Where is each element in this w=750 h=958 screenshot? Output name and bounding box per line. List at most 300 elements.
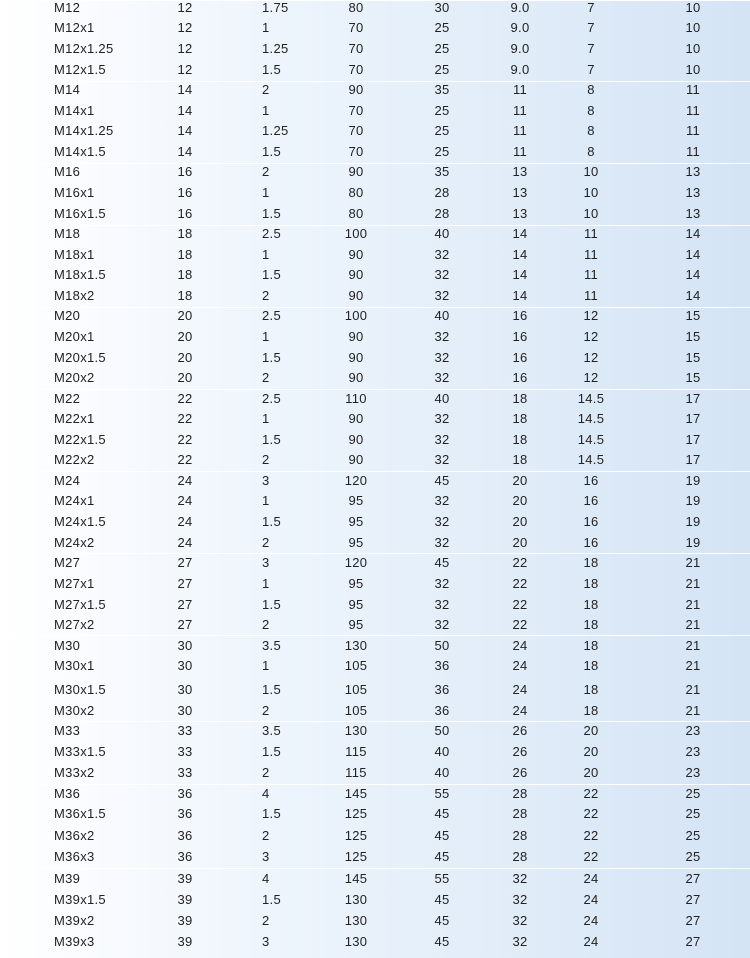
cell-nominal-diameter: 36 [177, 786, 193, 801]
cell-dimension-e: 10 [583, 185, 599, 200]
cell-nominal-diameter: 27 [177, 617, 193, 632]
cell-pitch: 1.5 [262, 62, 281, 77]
cell-dimension-f: 13 [685, 206, 701, 221]
cell-dimension-f: 17 [685, 452, 701, 467]
cell-dimension-e: 16 [583, 535, 599, 550]
cell-designation: M36x2 [54, 828, 95, 843]
cell-nominal-diameter: 24 [177, 514, 193, 529]
cell-length-l: 130 [344, 913, 368, 928]
cell-dimension-d: 11 [512, 82, 528, 97]
cell-pitch: 2 [262, 617, 270, 632]
cell-length-l: 95 [348, 493, 364, 508]
cell-nominal-diameter: 36 [177, 806, 193, 821]
cell-thread-length: 55 [434, 786, 450, 801]
cell-designation: M16x1 [54, 185, 95, 200]
cell-thread-length: 32 [434, 370, 450, 385]
cell-length-l: 90 [348, 350, 364, 365]
cell-length-l: 130 [344, 638, 368, 653]
cell-nominal-diameter: 39 [177, 892, 193, 907]
cell-dimension-d: 18 [512, 452, 528, 467]
table-row [0, 389, 750, 409]
cell-nominal-diameter: 18 [177, 226, 193, 241]
cell-nominal-diameter: 33 [177, 765, 193, 780]
cell-pitch: 2 [262, 370, 270, 385]
cell-dimension-f: 21 [685, 682, 701, 697]
table-row [0, 595, 750, 615]
cell-thread-length: 25 [434, 62, 450, 77]
cell-length-l: 80 [348, 185, 364, 200]
cell-thread-length: 32 [434, 350, 450, 365]
cell-dimension-f: 25 [685, 786, 701, 801]
table-row [0, 0, 750, 18]
cell-designation: M18x1 [54, 247, 95, 262]
cell-dimension-f: 10 [685, 62, 701, 77]
cell-dimension-d: 24 [512, 638, 528, 653]
cell-pitch: 2 [262, 288, 270, 303]
cell-nominal-diameter: 16 [177, 185, 193, 200]
cell-nominal-diameter: 27 [177, 576, 193, 591]
cell-dimension-e: 22 [583, 806, 599, 821]
table-row [0, 533, 750, 553]
cell-pitch: 3.5 [262, 638, 281, 653]
cell-dimension-e: 7 [587, 0, 595, 15]
cell-dimension-e: 7 [587, 62, 595, 77]
cell-dimension-f: 21 [685, 638, 701, 653]
cell-dimension-e: 11 [583, 288, 599, 303]
cell-thread-length: 45 [434, 806, 450, 821]
cell-pitch: 1.5 [262, 682, 281, 697]
cell-length-l: 120 [344, 555, 368, 570]
cell-designation: M36 [54, 786, 81, 801]
cell-dimension-d: 26 [512, 723, 528, 738]
cell-dimension-d: 20 [512, 514, 528, 529]
cell-thread-length: 32 [434, 411, 450, 426]
cell-designation: M22x2 [54, 452, 95, 467]
table-row [0, 804, 750, 824]
cell-dimension-f: 25 [685, 828, 701, 843]
cell-dimension-d: 16 [512, 370, 528, 385]
cell-length-l: 130 [344, 723, 368, 738]
cell-nominal-diameter: 33 [177, 723, 193, 738]
cell-nominal-diameter: 30 [177, 638, 193, 653]
cell-designation: M18 [54, 226, 81, 241]
cell-dimension-e: 8 [587, 144, 595, 159]
cell-dimension-f: 17 [685, 391, 701, 406]
cell-designation: M12x1.25 [54, 41, 114, 56]
cell-dimension-d: 18 [512, 391, 528, 406]
table-row [0, 327, 750, 347]
cell-thread-length: 45 [434, 934, 450, 949]
cell-pitch: 1 [262, 185, 270, 200]
cell-length-l: 125 [344, 828, 368, 843]
table-row [0, 491, 750, 511]
cell-dimension-d: 14 [512, 288, 528, 303]
cell-dimension-f: 11 [685, 103, 701, 118]
cell-thread-length: 36 [434, 703, 450, 718]
cell-dimension-e: 16 [583, 514, 599, 529]
cell-nominal-diameter: 27 [177, 555, 193, 570]
cell-nominal-diameter: 20 [177, 329, 193, 344]
cell-thread-length: 25 [434, 41, 450, 56]
cell-dimension-e: 18 [583, 682, 599, 697]
cell-designation: M22 [54, 391, 81, 406]
cell-dimension-e: 7 [587, 20, 595, 35]
cell-dimension-e: 16 [583, 473, 599, 488]
cell-nominal-diameter: 22 [177, 432, 193, 447]
cell-thread-length: 32 [434, 535, 450, 550]
cell-dimension-d: 11 [512, 144, 528, 159]
cell-thread-length: 55 [434, 871, 450, 886]
table-row [0, 763, 750, 783]
cell-length-l: 70 [348, 62, 364, 77]
cell-dimension-e: 20 [583, 744, 599, 759]
cell-thread-length: 32 [434, 452, 450, 467]
cell-designation: M20x1.5 [54, 350, 106, 365]
cell-nominal-diameter: 16 [177, 164, 193, 179]
cell-dimension-e: 8 [587, 82, 595, 97]
cell-designation: M27x1.5 [54, 597, 106, 612]
table-row [0, 60, 750, 80]
cell-dimension-e: 18 [583, 617, 599, 632]
cell-length-l: 110 [345, 391, 367, 406]
cell-dimension-f: 15 [685, 329, 701, 344]
cell-designation: M27x2 [54, 617, 95, 632]
cell-dimension-f: 11 [685, 123, 701, 138]
cell-dimension-f: 19 [685, 473, 701, 488]
cell-dimension-e: 10 [583, 206, 599, 221]
cell-dimension-d: 13 [512, 206, 528, 221]
cell-dimension-d: 24 [512, 703, 528, 718]
table-row [0, 183, 750, 203]
cell-dimension-d: 9.0 [510, 0, 530, 15]
cell-length-l: 130 [344, 892, 368, 907]
cell-length-l: 100 [344, 308, 368, 323]
cell-pitch: 1.5 [262, 806, 281, 821]
cell-pitch: 1 [262, 329, 270, 344]
cell-dimension-e: 11 [583, 247, 599, 262]
cell-dimension-d: 24 [512, 658, 528, 673]
table-row [0, 162, 750, 182]
cell-designation: M30x1.5 [54, 682, 106, 697]
cell-dimension-f: 15 [685, 350, 701, 365]
cell-designation: M16x1.5 [54, 206, 106, 221]
cell-designation: M16 [54, 164, 81, 179]
cell-dimension-f: 10 [685, 0, 701, 15]
cell-dimension-f: 17 [685, 411, 701, 426]
cell-dimension-e: 8 [587, 123, 595, 138]
cell-length-l: 80 [348, 206, 364, 221]
cell-thread-length: 36 [434, 682, 450, 697]
cell-nominal-diameter: 22 [177, 411, 193, 426]
table-row [0, 826, 750, 846]
cell-length-l: 70 [348, 144, 364, 159]
cell-dimension-d: 22 [512, 576, 528, 591]
cell-designation: M39x2 [54, 913, 95, 928]
cell-thread-length: 32 [434, 288, 450, 303]
table-row [0, 39, 750, 59]
cell-thread-length: 32 [434, 514, 450, 529]
cell-designation: M33 [54, 723, 81, 738]
cell-dimension-d: 20 [512, 473, 528, 488]
cell-nominal-diameter: 12 [177, 20, 193, 35]
table-row [0, 636, 750, 656]
cell-dimension-f: 19 [685, 514, 701, 529]
cell-pitch: 1.5 [262, 744, 281, 759]
cell-pitch: 1.5 [262, 597, 281, 612]
cell-dimension-f: 27 [685, 892, 701, 907]
cell-dimension-d: 18 [512, 432, 528, 447]
cell-pitch: 4 [262, 871, 270, 886]
cell-pitch: 1 [262, 658, 270, 673]
cell-dimension-e: 7 [587, 41, 595, 56]
cell-pitch: 3 [262, 473, 270, 488]
cell-nominal-diameter: 39 [177, 934, 193, 949]
cell-thread-length: 25 [434, 20, 450, 35]
cell-pitch: 1.25 [262, 123, 289, 138]
cell-length-l: 105 [344, 682, 368, 697]
cell-thread-length: 50 [434, 723, 450, 738]
cell-thread-length: 32 [434, 597, 450, 612]
cell-designation: M27 [54, 555, 81, 570]
cell-designation: M30x2 [54, 703, 95, 718]
cell-dimension-d: 20 [512, 493, 528, 508]
cell-dimension-d: 22 [512, 617, 528, 632]
cell-dimension-d: 28 [512, 828, 528, 843]
cell-length-l: 115 [345, 744, 367, 759]
cell-dimension-e: 12 [583, 308, 599, 323]
cell-pitch: 1.5 [262, 432, 281, 447]
cell-designation: M14x1 [54, 103, 95, 118]
cell-length-l: 90 [348, 452, 364, 467]
cell-thread-length: 30 [434, 0, 450, 15]
table-row [0, 721, 750, 741]
cell-designation: M39x3 [54, 934, 95, 949]
cell-length-l: 95 [348, 576, 364, 591]
cell-nominal-diameter: 33 [177, 744, 193, 759]
cell-designation: M20x1 [54, 329, 95, 344]
cell-dimension-d: 14 [512, 226, 528, 241]
cell-dimension-e: 22 [583, 849, 599, 864]
cell-nominal-diameter: 36 [177, 828, 193, 843]
cell-length-l: 125 [344, 849, 368, 864]
table-row [0, 142, 750, 162]
cell-designation: M24x2 [54, 535, 95, 550]
table-row [0, 306, 750, 326]
cell-nominal-diameter: 27 [177, 597, 193, 612]
table-row [0, 224, 750, 244]
table-row [0, 286, 750, 306]
cell-dimension-f: 11 [685, 144, 701, 159]
cell-dimension-d: 26 [512, 765, 528, 780]
table-row [0, 656, 750, 676]
cell-dimension-e: 14.5 [577, 411, 605, 426]
cell-pitch: 1 [262, 493, 270, 508]
cell-thread-length: 40 [434, 226, 450, 241]
cell-pitch: 2 [262, 828, 270, 843]
cell-length-l: 70 [348, 20, 364, 35]
cell-dimension-f: 14 [685, 267, 701, 282]
cell-dimension-f: 13 [685, 164, 701, 179]
cell-dimension-e: 18 [583, 658, 599, 673]
cell-length-l: 90 [348, 267, 364, 282]
cell-dimension-e: 18 [583, 597, 599, 612]
cell-nominal-diameter: 24 [177, 535, 193, 550]
cell-dimension-e: 18 [583, 555, 599, 570]
cell-dimension-e: 24 [583, 871, 599, 886]
cell-dimension-f: 10 [685, 20, 701, 35]
cell-dimension-f: 21 [685, 576, 701, 591]
cell-dimension-f: 23 [685, 765, 701, 780]
cell-pitch: 2.5 [262, 308, 281, 323]
cell-nominal-diameter: 36 [177, 849, 193, 864]
cell-nominal-diameter: 24 [177, 493, 193, 508]
cell-designation: M14x1.5 [54, 144, 106, 159]
cell-designation: M39 [54, 871, 81, 886]
cell-dimension-f: 21 [685, 703, 701, 718]
cell-dimension-e: 24 [583, 934, 599, 949]
cell-nominal-diameter: 24 [177, 473, 193, 488]
cell-pitch: 1 [262, 20, 270, 35]
cell-dimension-f: 19 [685, 493, 701, 508]
cell-dimension-e: 14.5 [577, 432, 605, 447]
cell-designation: M24 [54, 473, 81, 488]
cell-dimension-f: 27 [685, 934, 701, 949]
cell-length-l: 70 [348, 41, 364, 56]
cell-dimension-f: 11 [685, 82, 701, 97]
cell-dimension-d: 28 [512, 806, 528, 821]
cell-length-l: 105 [344, 703, 368, 718]
cell-thread-length: 40 [434, 308, 450, 323]
cell-dimension-e: 22 [583, 828, 599, 843]
cell-nominal-diameter: 30 [177, 682, 193, 697]
cell-designation: M30 [54, 638, 81, 653]
table-row [0, 932, 750, 952]
cell-length-l: 90 [348, 247, 364, 262]
cell-pitch: 1.5 [262, 206, 281, 221]
cell-designation: M18x2 [54, 288, 95, 303]
cell-dimension-f: 21 [685, 597, 701, 612]
cell-dimension-f: 21 [685, 555, 701, 570]
cell-dimension-d: 14 [512, 247, 528, 262]
cell-dimension-e: 22 [583, 786, 599, 801]
cell-designation: M14 [54, 82, 81, 97]
table-row [0, 890, 750, 910]
cell-dimension-d: 9.0 [510, 20, 530, 35]
cell-dimension-e: 14.5 [577, 391, 605, 406]
cell-designation: M20x2 [54, 370, 95, 385]
table-row [0, 450, 750, 470]
cell-nominal-diameter: 20 [177, 308, 193, 323]
table-row [0, 574, 750, 594]
cell-dimension-d: 13 [512, 185, 528, 200]
cell-length-l: 90 [348, 432, 364, 447]
cell-thread-length: 50 [434, 638, 450, 653]
cell-designation: M20 [54, 308, 81, 323]
cell-designation: M18x1.5 [54, 267, 106, 282]
table-row [0, 348, 750, 368]
cell-length-l: 70 [348, 103, 364, 118]
cell-dimension-e: 11 [583, 226, 599, 241]
cell-dimension-d: 32 [512, 934, 528, 949]
cell-dimension-f: 27 [685, 913, 701, 928]
cell-thread-length: 25 [434, 103, 450, 118]
table-row [0, 784, 750, 804]
cell-nominal-diameter: 14 [177, 144, 193, 159]
table-row [0, 80, 750, 100]
cell-dimension-f: 14 [685, 226, 701, 241]
cell-pitch: 1 [262, 576, 270, 591]
cell-nominal-diameter: 16 [177, 206, 193, 221]
cell-thread-length: 45 [434, 849, 450, 864]
cell-dimension-d: 26 [512, 744, 528, 759]
cell-pitch: 2 [262, 452, 270, 467]
cell-designation: M14x1.25 [54, 123, 114, 138]
cell-dimension-f: 19 [685, 535, 701, 550]
table-row [0, 409, 750, 429]
cell-pitch: 3 [262, 934, 270, 949]
table-row [0, 368, 750, 388]
cell-dimension-e: 24 [583, 892, 599, 907]
cell-dimension-e: 20 [583, 723, 599, 738]
cell-thread-length: 45 [434, 913, 450, 928]
cell-nominal-diameter: 18 [177, 288, 193, 303]
cell-dimension-d: 22 [512, 597, 528, 612]
cell-dimension-f: 27 [685, 871, 701, 886]
cell-pitch: 2 [262, 765, 270, 780]
cell-designation: M27x1 [54, 576, 95, 591]
cell-length-l: 145 [344, 786, 368, 801]
cell-pitch: 2 [262, 703, 270, 718]
cell-dimension-f: 14 [685, 288, 701, 303]
cell-dimension-d: 11 [512, 123, 528, 138]
cell-pitch: 2.5 [262, 391, 281, 406]
cell-length-l: 90 [348, 164, 364, 179]
table-row [0, 245, 750, 265]
cell-pitch: 1.75 [262, 0, 289, 15]
cell-nominal-diameter: 20 [177, 370, 193, 385]
cell-designation: M39x1.5 [54, 892, 106, 907]
table-row [0, 911, 750, 931]
cell-thread-length: 35 [434, 164, 450, 179]
cell-dimension-d: 16 [512, 350, 528, 365]
table-row [0, 847, 750, 867]
table-row [0, 265, 750, 285]
cell-thread-length: 35 [434, 82, 450, 97]
cell-dimension-e: 24 [583, 913, 599, 928]
cell-pitch: 1 [262, 103, 270, 118]
cell-pitch: 1 [262, 411, 270, 426]
table-row [0, 101, 750, 121]
cell-thread-length: 45 [434, 555, 450, 570]
cell-nominal-diameter: 20 [177, 350, 193, 365]
cell-dimension-d: 14 [512, 267, 528, 282]
cell-length-l: 125 [344, 806, 368, 821]
cell-designation: M33x1.5 [54, 744, 106, 759]
cell-thread-length: 45 [434, 828, 450, 843]
cell-thread-length: 32 [434, 247, 450, 262]
cell-dimension-e: 11 [583, 267, 599, 282]
cell-nominal-diameter: 14 [177, 123, 193, 138]
cell-dimension-d: 32 [512, 871, 528, 886]
cell-dimension-d: 16 [512, 329, 528, 344]
cell-thread-length: 40 [434, 391, 450, 406]
cell-dimension-f: 13 [685, 185, 701, 200]
cell-dimension-f: 14 [685, 247, 701, 262]
table-row [0, 701, 750, 721]
cell-designation: M22x1.5 [54, 432, 106, 447]
cell-thread-length: 25 [434, 123, 450, 138]
cell-dimension-e: 8 [587, 103, 595, 118]
